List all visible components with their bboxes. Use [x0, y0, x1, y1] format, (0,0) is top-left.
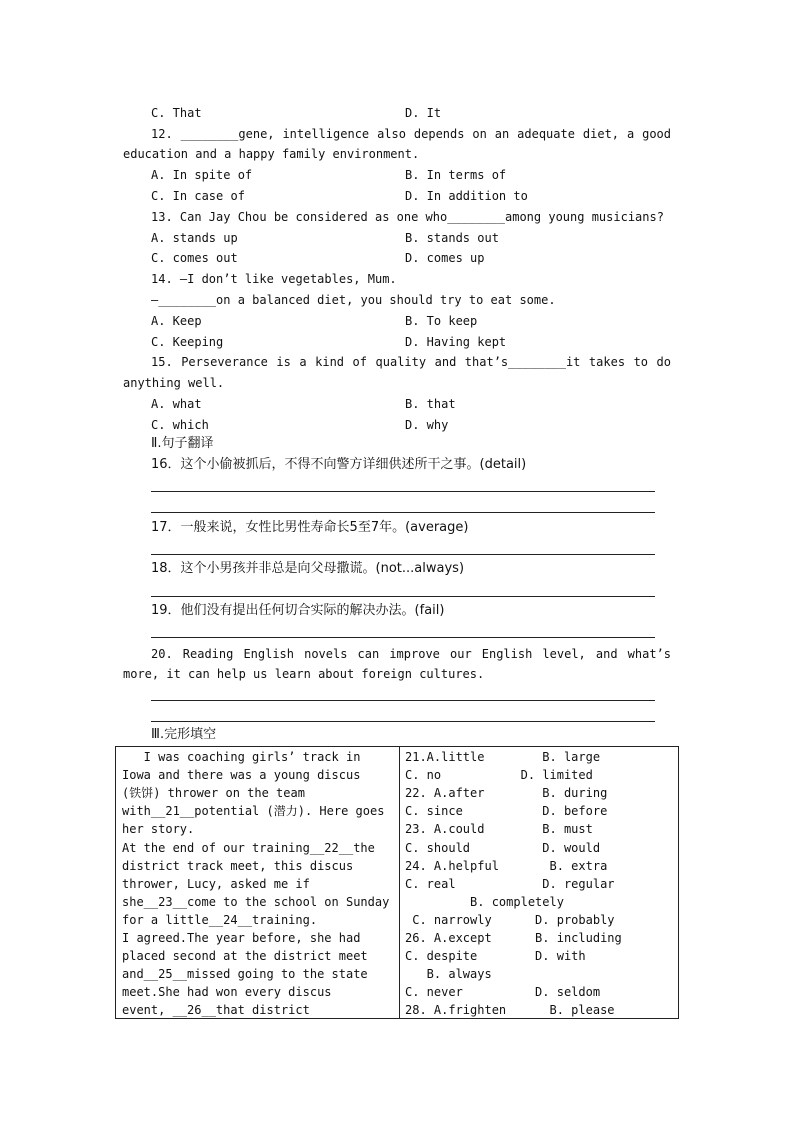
- option-line: C. no D. limited: [405, 768, 593, 783]
- passage-line: Iowa and there was a young discus: [122, 768, 361, 783]
- option-line: C. despite D. with: [405, 949, 586, 964]
- section-heading-translation: Ⅱ.句子翻译: [151, 436, 214, 451]
- q13-option-a: A. stands up: [151, 231, 238, 245]
- option-line: B. always: [405, 967, 492, 982]
- section-heading-cloze: Ⅲ.完形填空: [151, 727, 217, 742]
- q13-option-c: C. comes out: [151, 251, 238, 265]
- passage-line: I was coaching girls’ track in: [122, 750, 361, 764]
- passage-line: meet.She had won every discus: [122, 985, 332, 1000]
- q12-option-a: A. In spite of: [151, 168, 253, 182]
- answer-line[interactable]: [151, 637, 655, 638]
- q15-option-a: A. what: [151, 397, 202, 411]
- q12-option-c: C. In case of: [151, 189, 245, 203]
- option-line: 21.A.little B. large: [405, 750, 601, 764]
- q13-option-d: D. comes up: [405, 251, 485, 265]
- passage-line: her story.: [122, 822, 195, 837]
- q14-option-d: D. Having kept: [405, 335, 507, 349]
- answer-line[interactable]: [151, 554, 655, 555]
- q12-option-b: B. In terms of: [405, 168, 507, 182]
- answer-line[interactable]: [151, 512, 655, 513]
- option-line: C. never D. seldom: [405, 985, 601, 1000]
- passage-line: thrower, Lucy, asked me if: [122, 876, 310, 891]
- q15-stem-line1: 15. Perseverance is a kind of quality and that’s________it takes to do: [151, 355, 671, 369]
- q14-option-a: A. Keep: [151, 314, 202, 328]
- q15-option-d: D. why: [405, 418, 449, 432]
- q14-option-b: B. To keep: [405, 314, 478, 328]
- option-line: 28. A.frighten B. please: [405, 1003, 615, 1018]
- q11-option-d: D. It: [405, 106, 442, 120]
- answer-line[interactable]: [151, 721, 655, 722]
- q14-stem-line2: —________on a balanced diet, you should try to eat some.: [151, 293, 556, 307]
- q19-prompt: 19．他们没有提出任何切合实际的解决办法。(fail): [151, 603, 445, 618]
- q12-stem-line2: education and a happy family environment.: [123, 147, 420, 161]
- q13-option-b: B. stands out: [405, 231, 499, 245]
- option-line: C. since D. before: [405, 804, 608, 819]
- passage-line: district track meet, this discus: [122, 858, 354, 873]
- cloze-table: [115, 746, 679, 1019]
- q20-prompt-line1: 20. Reading English novels can improve our English level, and what’s: [151, 647, 671, 661]
- answer-line[interactable]: [151, 700, 655, 701]
- option-line: 26. A.except B. including: [405, 931, 622, 945]
- column-divider: [399, 747, 400, 1018]
- option-line: 22. A.after B. during: [405, 786, 608, 801]
- q16-prompt: 16．这个小偷被抓后，不得不向警方详细供述所干之事。(detail): [151, 457, 527, 472]
- q14-stem-line1: 14. —I don’t like vegetables, Mum.: [151, 272, 397, 286]
- q12-option-d: D. In addition to: [405, 189, 528, 203]
- q11-option-c: C. That: [151, 106, 202, 120]
- passage-line: placed second at the district meet: [122, 949, 368, 964]
- answer-line[interactable]: [151, 491, 655, 492]
- passage-line: with__21__potential (潜力). Here goes: [122, 804, 385, 819]
- q15-option-c: C. which: [151, 418, 209, 432]
- passage-line: for a little__24__training.: [122, 912, 318, 927]
- q20-prompt-line2: more, it can help us learn about foreign cultures.: [123, 667, 485, 681]
- passage-line: (铁饼) thrower on the team: [122, 786, 305, 801]
- q12-stem-line1: 12. ________gene, intelligence also depends on an adequate diet, a good: [151, 127, 671, 141]
- option-line: B. completely: [405, 894, 564, 909]
- q18-prompt: 18．这个小男孩并非总是向父母撒谎。(not...always): [151, 561, 465, 576]
- passage-line: At the end of our training__22__the: [122, 840, 375, 855]
- answer-line[interactable]: [151, 596, 655, 597]
- option-line: C. real D. regular: [405, 876, 615, 891]
- passage-line: she__23__come to the school on Sunday: [122, 894, 390, 909]
- passage-line: I agreed.The year before, she had: [122, 931, 361, 945]
- option-line: C. narrowly D. probably: [405, 912, 615, 927]
- q15-stem-line2: anything well.: [123, 376, 225, 390]
- option-line: 23. A.could B. must: [405, 822, 593, 837]
- q17-prompt: 17．一般来说，女性比男性寿命长5至7年。(average): [151, 520, 469, 535]
- q15-option-b: B. that: [405, 397, 456, 411]
- q14-option-c: C. Keeping: [151, 335, 224, 349]
- passage-line: event, __26__that district: [122, 1003, 310, 1018]
- option-line: 24. A.helpful B. extra: [405, 858, 608, 873]
- q13-stem: 13. Can Jay Chou be considered as one who________among young musicians?: [151, 210, 664, 224]
- passage-line: and__25__missed going to the state: [122, 967, 368, 982]
- option-line: C. should D. would: [405, 840, 601, 855]
